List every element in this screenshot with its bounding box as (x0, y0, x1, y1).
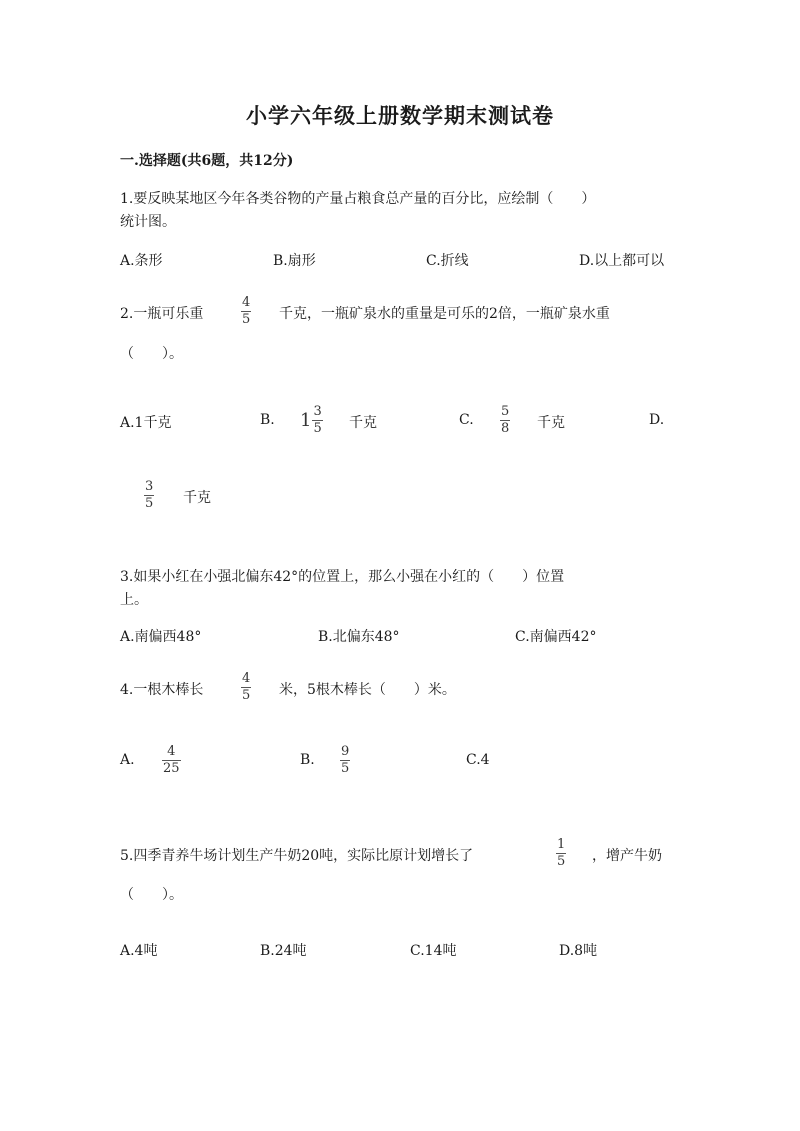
question-1-option-c[interactable]: C.折线 (426, 253, 469, 269)
question-5-option-b[interactable]: B.24吨 (260, 943, 307, 959)
question-2-option-d-label[interactable]: D. (649, 412, 665, 428)
question-4-option-b-label[interactable]: B. (300, 752, 315, 768)
question-4-fraction (241, 672, 251, 703)
question-5-option-d[interactable]: D.8吨 (559, 943, 598, 959)
fraction-denominator: 5 (145, 496, 154, 511)
question-1-option-a[interactable]: A.条形 (120, 253, 163, 269)
page-title: 小学六年级上册数学期末测试卷 (246, 103, 554, 128)
question-2-text-suffix: 千克，一瓶矿泉水的重量是可乐的2倍，一瓶矿泉水重 (279, 306, 610, 322)
question-2-option-d-unit: 千克 (183, 490, 211, 506)
fraction-denominator: 25 (163, 761, 180, 776)
fraction-numerator: 4 (242, 295, 251, 310)
question-2-option-c-label[interactable]: C. (459, 412, 474, 428)
fraction-denominator: 5 (313, 421, 322, 436)
question-3-option-a[interactable]: A.南偏西48° (120, 629, 202, 645)
fraction-numerator: 1 (557, 837, 566, 852)
question-4-option-a-fraction (162, 745, 181, 776)
question-4-text-suffix: 米，5根木棒长（ ）米。 (279, 682, 456, 698)
question-5-fraction (556, 838, 566, 869)
fraction-numerator: 3 (145, 479, 154, 494)
question-5-option-c[interactable]: C.14吨 (410, 943, 457, 959)
fraction-numerator: 4 (242, 671, 251, 686)
question-2-option-d-fraction (144, 480, 154, 511)
question-5-text-line2: （ ）。 (120, 887, 183, 903)
question-3-option-b[interactable]: B.北偏东48° (318, 629, 400, 645)
fraction-numerator: 5 (501, 404, 510, 419)
question-2-text-line2: （ ）。 (120, 346, 183, 362)
fraction-denominator: 5 (557, 854, 566, 869)
fraction-numerator: 9 (341, 744, 350, 759)
question-3-option-c[interactable]: C.南偏西42° (515, 629, 597, 645)
question-5-text-suffix: ，增产牛奶 (592, 848, 662, 864)
fraction-numerator: 4 (167, 744, 176, 759)
question-1-option-b[interactable]: B.扇形 (273, 253, 316, 269)
question-4-text-prefix: 4.一根木棒长 (120, 682, 204, 698)
fraction-denominator: 8 (501, 421, 510, 436)
fraction-denominator: 5 (242, 312, 251, 327)
question-2-fraction (241, 296, 251, 327)
fraction-denominator: 5 (341, 761, 350, 776)
question-2-option-b-mixed-number (300, 405, 323, 436)
question-5-text-prefix: 5.四季青养牛场计划生产牛奶20吨，实际比原计划增长了 (120, 848, 474, 864)
section-heading: 一.选择题(共6题，共12分) (120, 153, 294, 169)
question-4-option-c[interactable]: C.4 (466, 752, 490, 768)
question-3-text-line1: 3.如果小红在小强北偏东42°的位置上，那么小强在小红的（ ）位置 (120, 569, 565, 585)
question-2-option-c-fraction (500, 405, 510, 436)
question-3-text-line2: 上。 (120, 592, 148, 608)
question-4-option-a-label[interactable]: A. (120, 752, 135, 768)
question-2-text-prefix: 2.一瓶可乐重 (120, 306, 204, 322)
question-1-text-line1: 1.要反映某地区今年各类谷物的产量占粮食总产量的百分比，应绘制（ ） (120, 191, 596, 207)
fraction-numerator: 3 (313, 404, 322, 419)
question-4-option-b-fraction (340, 745, 350, 776)
mixed-fraction (312, 405, 322, 436)
question-2-option-a[interactable]: A.1千克 (120, 415, 172, 431)
question-2-option-b-unit: 千克 (349, 415, 377, 431)
question-1-option-d[interactable]: D.以上都可以 (579, 253, 665, 269)
question-1-text-line2: 统计图。 (120, 214, 176, 230)
mixed-whole: 1 (300, 410, 312, 431)
question-2-option-b-label[interactable]: B. (260, 412, 275, 428)
fraction-denominator: 5 (242, 688, 251, 703)
question-2-option-c-unit: 千克 (537, 415, 565, 431)
question-5-option-a[interactable]: A.4吨 (120, 943, 158, 959)
